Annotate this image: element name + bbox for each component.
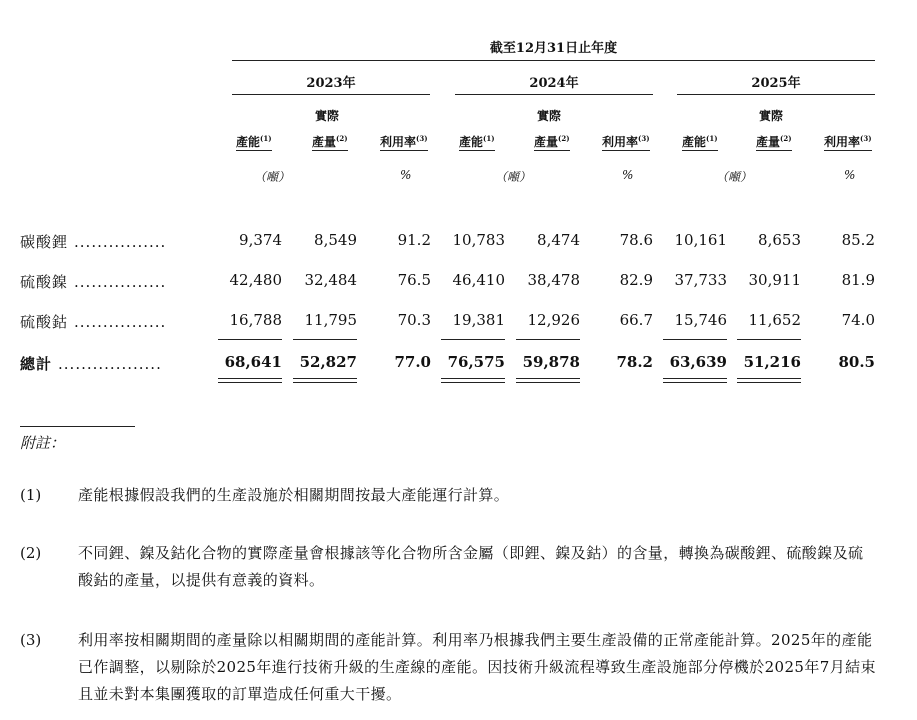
subtotal-rule (218, 339, 282, 340)
row-label-text: 碳酸鋰 (20, 233, 69, 251)
actual-label-2023: 實際 (315, 109, 340, 123)
table-cell: 81.9 (841, 271, 875, 289)
notes-separator (20, 426, 135, 427)
table-cell: 16,788 (229, 311, 282, 329)
row-leader-dots: .................. (58, 355, 162, 373)
table-cell: 46,410 (452, 271, 505, 289)
unit-pct-2024: % (622, 168, 634, 182)
col-util-2024: 利用率$^{(3)}$ (602, 134, 650, 149)
col-output-2025: 產量$^{(2)}$ (756, 134, 792, 149)
table-cell: 51,216 (743, 353, 801, 371)
table-cell: 11,795 (304, 311, 357, 329)
subtotal-rule (516, 339, 580, 340)
total-double-rule (293, 378, 357, 383)
year-2024: 2024年 (529, 76, 579, 91)
row-label-text: 總計 (20, 355, 53, 373)
subtotal-rule (663, 339, 727, 340)
table-cell: 19,381 (452, 311, 505, 329)
table-cell: 12,926 (527, 311, 580, 329)
note-3-number: (3) (20, 631, 42, 649)
total-double-rule (737, 378, 801, 383)
col-output-2024: 產量$^{(2)}$ (534, 134, 570, 149)
row-leader-dots: ................ (74, 273, 167, 291)
note-1-text: 產能根據假設我們的生產設施於相關期間按最大產能運行計算。 (78, 486, 510, 504)
table-cell: 11,652 (748, 311, 801, 329)
subtotal-rule (441, 339, 505, 340)
col-util-2023: 利用率$^{(3)}$ (380, 134, 428, 149)
table-cell: 80.5 (838, 353, 875, 371)
year-2025: 2025年 (751, 76, 801, 91)
year-rule-2023 (232, 94, 430, 95)
total-double-rule (441, 378, 505, 383)
table-cell: 91.2 (397, 231, 431, 249)
table-cell: 8,474 (537, 231, 580, 249)
note-2-number: (2) (20, 544, 42, 562)
table-cell: 76,575 (447, 353, 505, 371)
subtotal-rule (737, 339, 801, 340)
row-label (20, 311, 166, 332)
row-label (20, 353, 162, 374)
note-2-text: 不同鋰、鎳及鈷化合物的實際產量會根據該等化合物所含金屬（即鋰、鎳及鈷）的含量，轉換為碳酸鋰、硫酸鎳及硫酸鈷的產量，以提供有意義的資料。 (78, 544, 864, 589)
actual-label-2025: 實際 (759, 109, 784, 123)
table-cell: 8,653 (758, 231, 801, 249)
table-cell: 78.6 (619, 231, 653, 249)
row-leader-dots: ................ (74, 233, 167, 251)
table-cell: 30,911 (748, 271, 801, 289)
table-cell: 15,746 (674, 311, 727, 329)
total-double-rule (663, 378, 727, 383)
year-2023: 2023年 (306, 76, 356, 91)
unit-tons-2025: （噸） (716, 170, 753, 184)
table-cell: 32,484 (304, 271, 357, 289)
note-1-number: (1) (20, 486, 42, 504)
col-output-2023: 產量$^{(2)}$ (312, 134, 348, 149)
notes-title: 附註： (20, 434, 66, 452)
row-label-text: 硫酸鈷 (20, 313, 69, 331)
table-cell: 8,549 (314, 231, 357, 249)
table-cell: 10,161 (674, 231, 727, 249)
period-header: 截至12月31日止年度 (489, 41, 618, 56)
col-capacity-2024: 產能$^{(1)}$ (459, 134, 495, 149)
table-cell: 70.3 (397, 311, 431, 329)
row-label-text: 硫酸鎳 (20, 273, 69, 291)
unit-pct-2023: % (400, 168, 412, 182)
col-capacity-2023: 產能$^{(1)}$ (236, 134, 272, 149)
note-3-text: 利用率按相關期間的產量除以相關期間的產能計算。利用率乃根據我們主要生產設備的正常產能計算。2025年的產能已作調整，以剔除於2025年進行技術升級的生產線的產能。因技術升級流程導致生產設施部分停機於2025年7月結束且並未對本集團獲取的訂單造成任何重大干擾。 (78, 631, 876, 703)
unit-tons-2023: （噸） (254, 170, 291, 184)
table-cell: 68,641 (224, 353, 282, 371)
table-cell: 63,639 (669, 353, 727, 371)
col-capacity-2025: 產能$^{(1)}$ (682, 134, 718, 149)
row-leader-dots: ................ (74, 313, 167, 331)
row-label (20, 231, 166, 252)
total-double-rule (516, 378, 580, 383)
table-cell: 59,878 (522, 353, 580, 371)
unit-tons-2024: （噸） (495, 170, 532, 184)
table-cell: 74.0 (841, 311, 875, 329)
table-cell: 85.2 (841, 231, 875, 249)
total-double-rule (218, 378, 282, 383)
actual-label-2024: 實際 (537, 109, 562, 123)
table-cell: 78.2 (616, 353, 653, 371)
year-rule-2025 (677, 94, 875, 95)
table-cell: 66.7 (619, 311, 653, 329)
table-cell: 52,827 (299, 353, 357, 371)
col-util-2025: 利用率$^{(3)}$ (824, 134, 872, 149)
table-cell: 82.9 (619, 271, 653, 289)
year-rule-2024 (455, 94, 653, 95)
unit-pct-2025: % (844, 168, 856, 182)
table-cell: 77.0 (394, 353, 431, 371)
table-cell: 42,480 (229, 271, 282, 289)
period-rule (232, 60, 875, 61)
table-cell: 37,733 (674, 271, 727, 289)
subtotal-rule (293, 339, 357, 340)
table-cell: 38,478 (527, 271, 580, 289)
table-cell: 76.5 (397, 271, 431, 289)
table-cell: 9,374 (239, 231, 282, 249)
table-cell: 10,783 (452, 231, 505, 249)
row-label (20, 271, 166, 292)
